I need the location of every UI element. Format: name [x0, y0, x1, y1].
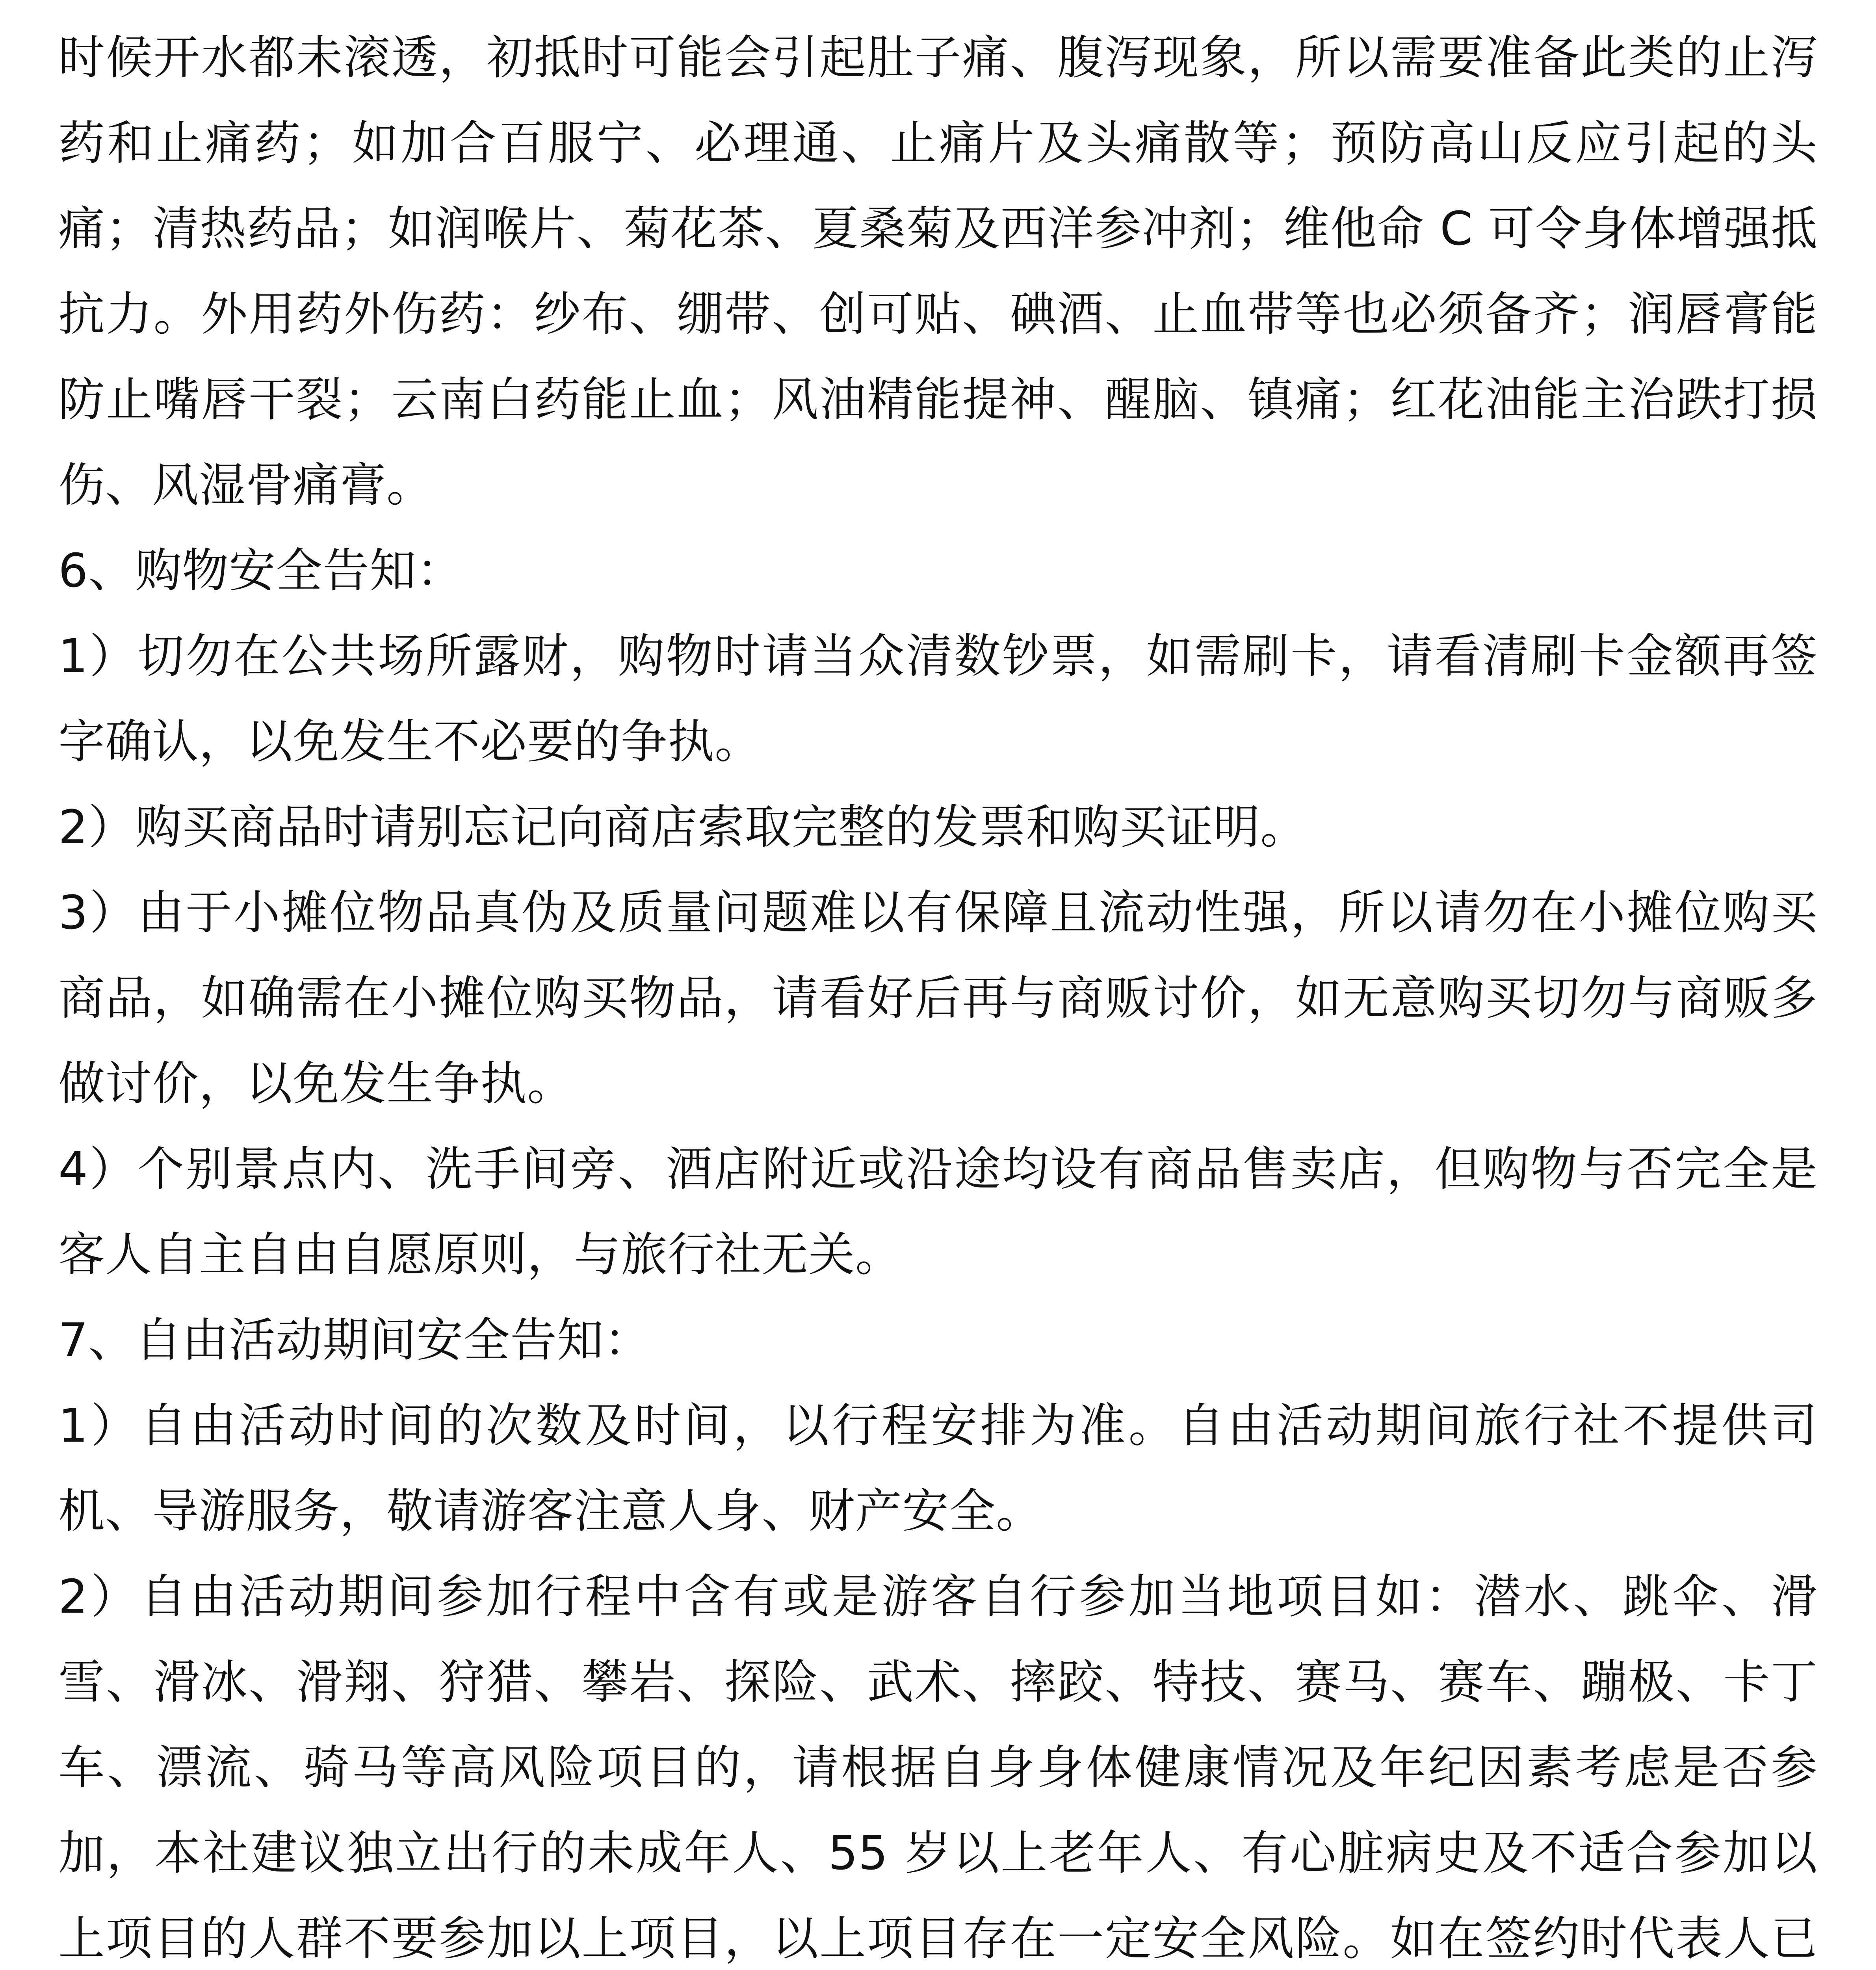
section-heading-free-activity-safety: 7、自由活动期间安全告知： — [58, 1313, 651, 1367]
free-activity-item-1: 1）自由活动时间的次数及时间，以行程安排为准。自由活动期间旅行社不提供司机、导游服务，敬请游客注意人身、财产安全。 — [58, 1398, 1818, 1538]
shopping-item-4: 4）个别景点内、洗手间旁、酒店附近或沿途均设有商品售卖店，但购物与否完全是客人自主自由自愿原则，与旅行社无关。 — [58, 1142, 1818, 1282]
free-activity-item-2: 2）自由活动期间参加行程中含有或是游客自行参加当地项目如：潜水、跳伞、滑雪、滑冰、滑翔、狩猎、攀岩、探险、武术、摔跤、特技、赛马、赛车、蹦极、卡丁车、漂流、骑马等高风险项目的，请根据自身身体健康情况及年纪因素考虑是否参加，本社建议独立出行的未成年人、55 岁以上老年人、有心脏病史及不适合参加以上项目的人群不要参加以上项目，以上项目存在一定安全风险。如在签约时代表人已 — [58, 1569, 1818, 1966]
shopping-item-2: 2）购买商品时请别忘记向商店索取完整的发票和购买证明。 — [58, 800, 1308, 854]
section-heading-shopping-safety: 6、购物安全告知： — [58, 543, 464, 598]
shopping-item-3: 3）由于小摊位物品真伪及质量问题难以有保障且流动性强，所以请勿在小摊位购买商品，如确需在小摊位购买物品，请看好后再与商贩讨价，如无意购买切勿与商贩多做讨价，以免发生争执。 — [58, 885, 1818, 1111]
shopping-item-1: 1）切勿在公共场所露财，购物时请当众清数钞票，如需刷卡，请看清刷卡金额再签字确认，以免发生不必要的争执。 — [58, 629, 1818, 769]
paragraph-medicine-continued: 时候开水都未滚透，初抵时可能会引起肚子痛、腹泻现象，所以需要准备此类的止泻药和止痛药；如加合百服宁、必理通、止痛片及头痛散等；预防高山反应引起的头痛；清热药品；如润喉片、菊花茶、夏桑菊及西洋参冲剂；维他命 C 可令身体增强抵抗力。外用药外伤药：纱布、绷带、创可贴、碘酒、止血带等也必须备齐；润唇膏能防止嘴唇干裂；云南白药能止血；风油精能提神、醒脑、镇痛；红花油能主治跌打损伤、风湿骨痛膏。 — [58, 30, 1818, 512]
